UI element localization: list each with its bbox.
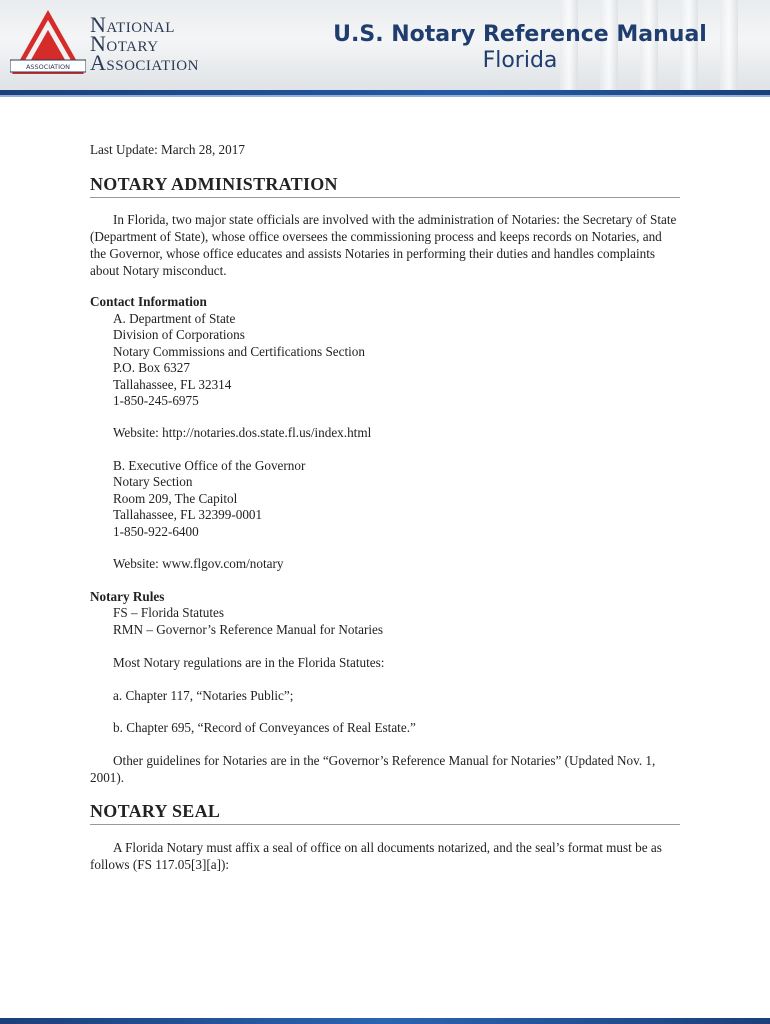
logo-band-text: ASSOCIATION [25,63,71,71]
column-decoration [720,0,738,90]
guidelines-paragraph: Other guidelines for Notaries are in the “Governor’s Reference Manual for Notaries” (Updated Nov. 1, 2001). [90,753,656,785]
contact-line: A. Department of State [113,311,236,326]
rules-line: RMN – Governor’s Reference Manual for Notaries [113,622,384,637]
contact-line: Tallahassee, FL 32399-0001 [113,507,263,522]
contact-line: Room 209, The Capitol [113,491,238,506]
intro-paragraph: In Florida, two major state officials are involved with the administration of Notaries: the Secretary of State (Department of State), whose office oversees the commissioning process and keeps records on Notaries, and the Governor, whose office educates and assists Notaries in performing their duties and handles complaints about Notary misconduct. [90,212,677,278]
section-heading: NOTARY SEAL [90,801,680,825]
contact-heading: Contact Information [90,294,207,309]
chapter-item: b. Chapter 695, “Record of Conveyances of Real Estate.” [113,720,416,735]
contact-line: Division of Corporations [113,327,245,342]
contact-line: B. Executive Office of the Governor [113,458,306,473]
contact-line: 1-850-245-6975 [113,393,199,408]
chapter-item: a. Chapter 117, “Notaries Public”; [113,688,294,703]
section-heading: NOTARY ADMINISTRATION [90,174,680,198]
org-name-line: National [90,12,175,37]
org-name-line: Association [90,50,199,75]
contact-line: Tallahassee, FL 32314 [113,377,232,392]
rules-line: FS – Florida Statutes [113,605,225,620]
website-link[interactable]: Website: www.flgov.com/notary [113,556,284,571]
footer-stripe [0,1018,770,1024]
manual-title: U.S. Notary Reference Manual [333,22,707,47]
contact-line: P.O. Box 6327 [113,360,190,375]
rules-heading: Notary Rules [90,589,165,604]
last-update: Last Update: March 28, 2017 [90,142,245,157]
seal-paragraph: A Florida Notary must affix a seal of office on all documents notarized, and the seal’s format must be as follows (FS 117.05[3][a]): [90,840,662,872]
header-banner [0,0,770,90]
website-link[interactable]: Website: http://notaries.dos.state.fl.us/index.html [113,425,372,440]
contact-line: Notary Commissions and Certifications Section [113,344,365,359]
org-name-line: Notary [90,31,159,56]
regs-intro: Most Notary regulations are in the Florida Statutes: [113,655,385,670]
contact-line: Notary Section [113,474,193,489]
header-stripe-accent [0,95,770,97]
contact-line: 1-850-922-6400 [113,524,199,539]
manual-state: Florida [482,48,558,73]
org-name [90,12,199,75]
nna-logo-icon [10,8,86,84]
